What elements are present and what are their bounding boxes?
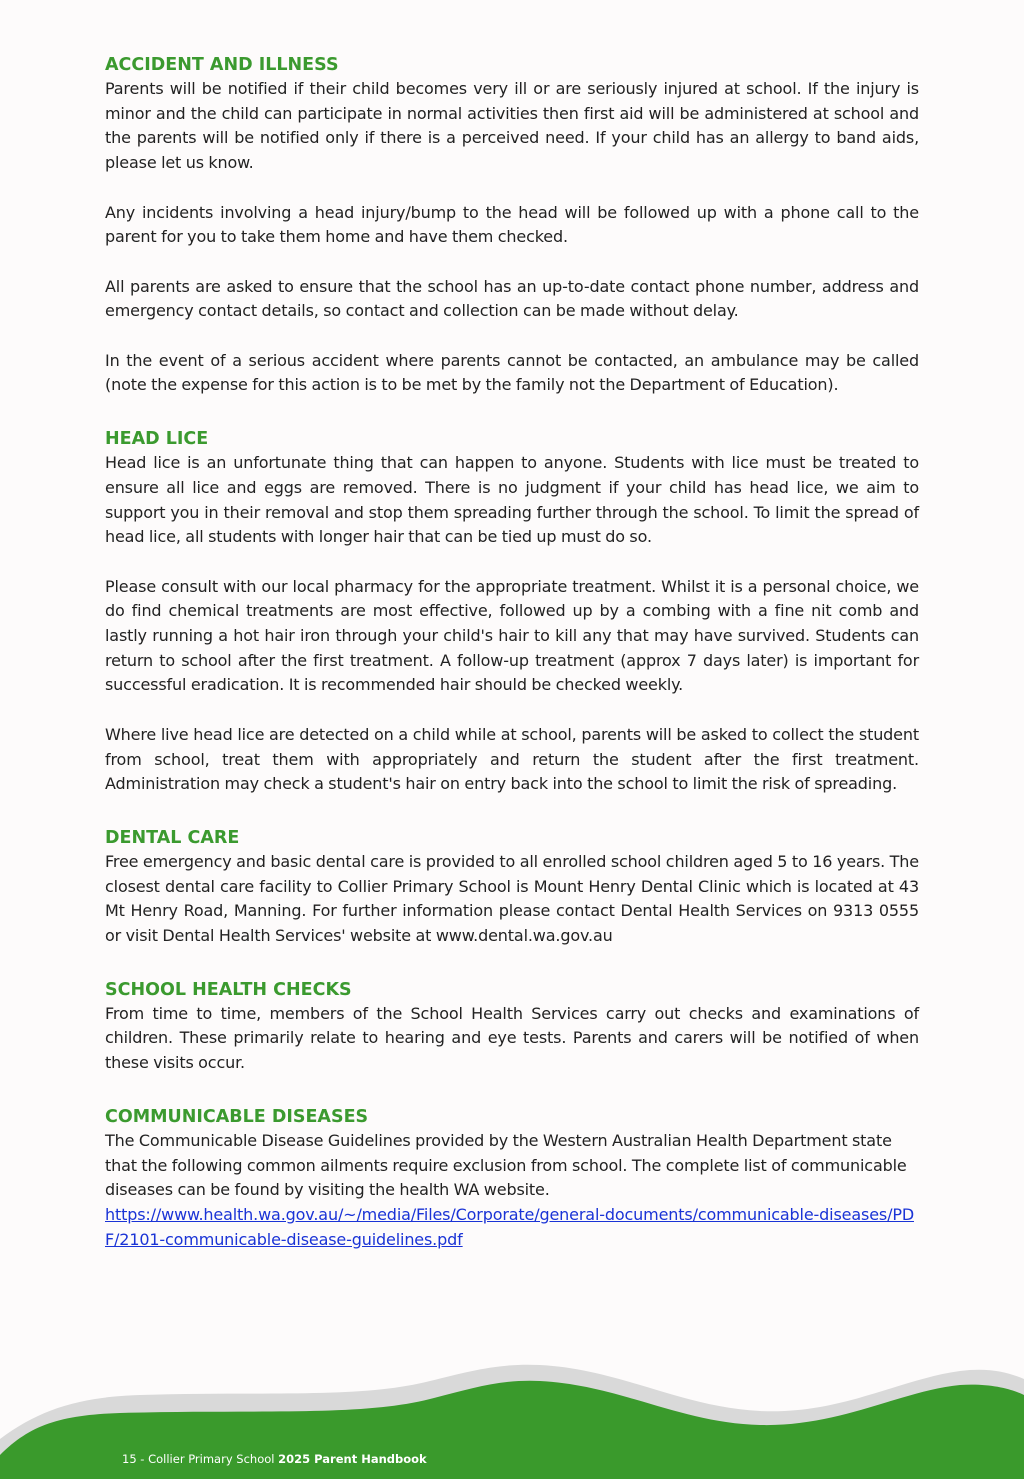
section-school-health-checks: [105, 978, 919, 1076]
section-dental-care: [105, 826, 919, 949]
section-heading: ACCIDENT AND ILLNESS: [105, 55, 339, 75]
page-content: [105, 53, 919, 1252]
section-communicable-diseases: [105, 1105, 919, 1253]
paragraph: From time to time, members of the School Health Services carry out checks and examinations of children. These primarily relate to hearing and eye tests. Parents and carers will be notified of when these visits occur.: [105, 1003, 919, 1073]
section-head-lice: [105, 427, 919, 797]
section-accident-illness: [105, 53, 919, 398]
paragraph: Please consult with our local pharmacy for the appropriate treatment. Whilst it is a personal choice, we do find chemical treatments are most effective, followed up by a combing with a fine nit comb and lastly running a hot hair iron through your child's hair to kill any that may have survived. Students can return to school after the first treatment. A follow-up treatment (approx 7 days later) is important for successful eradication. It is recommended hair should be checked weekly.: [105, 576, 919, 695]
section-heading: SCHOOL HEALTH CHECKS: [105, 979, 352, 1000]
section-heading: HEAD LICE: [105, 429, 209, 450]
section-heading: COMMUNICABLE DISEASES: [105, 1106, 369, 1127]
paragraph: Where live head lice are detected on a child while at school, parents will be asked to collect the student from school, treat them with appropriately and return the student after the first treatment. Administration may check a student's hair on entry back into the school to limit the risk of spreading.: [105, 724, 919, 794]
health-wa-guidelines-link[interactable]: https://www.health.wa.gov.au/~/media/Files/Corporate/general-documents/communicable-diseases/PDF/2101-communicable-disease-guidelines.pdf: [105, 1204, 914, 1249]
paragraph: In the event of a serious accident where parents cannot be contacted, an ambulance may be called (note the expense for this action is to be met by the family not the Department of Education).: [105, 350, 919, 395]
paragraph: The Communicable Disease Guidelines provided by the Western Australian Health Department state that the following common ailments require exclusion from school. The complete list of communicable diseases can be found by visiting the health WA website.: [105, 1130, 907, 1200]
section-heading: DENTAL CARE: [105, 827, 240, 848]
footer-page-label: [122, 1452, 427, 1466]
footer-page-number: 15 - Collier Primary School: [122, 1452, 275, 1466]
paragraph: Free emergency and basic dental care is provided to all enrolled school children aged 5 to 16 years. The closest dental care facility to Collier Primary School is Mount Henry Dental Clinic which is located at 43 Mt Henry Road, Manning. For further information please contact Dental Health Services on 9313 0555 or visit Dental Health Services' website at www.dental.wa.gov.au: [105, 851, 919, 946]
paragraph: Parents will be notified if their child becomes very ill or are seriously injured at school. If the injury is minor and the child can participate in normal activities then first aid will be administered at school and the parents will be notified only if there is a perceived need. If your child has an allergy to band aids, please let us know.: [105, 79, 919, 173]
paragraph: All parents are asked to ensure that the school has an up-to-date contact phone number, address and emergency contact details, so contact and collection can be made without delay.: [105, 276, 919, 321]
paragraph: Head lice is an unfortunate thing that can happen to anyone. Students with lice must be treated to ensure all lice and eggs are removed. There is no judgment if your child has head lice, we aim to support you in their removal and stop them spreading further through the school. To limit the spread of head lice, all students with longer hair that can be tied up must do so.: [105, 453, 919, 547]
paragraph: Any incidents involving a head injury/bump to the head will be followed up with a phone call to the parent for you to take them home and have them checked.: [105, 202, 919, 247]
footer-handbook-title: 2025 Parent Handbook: [278, 1452, 427, 1466]
